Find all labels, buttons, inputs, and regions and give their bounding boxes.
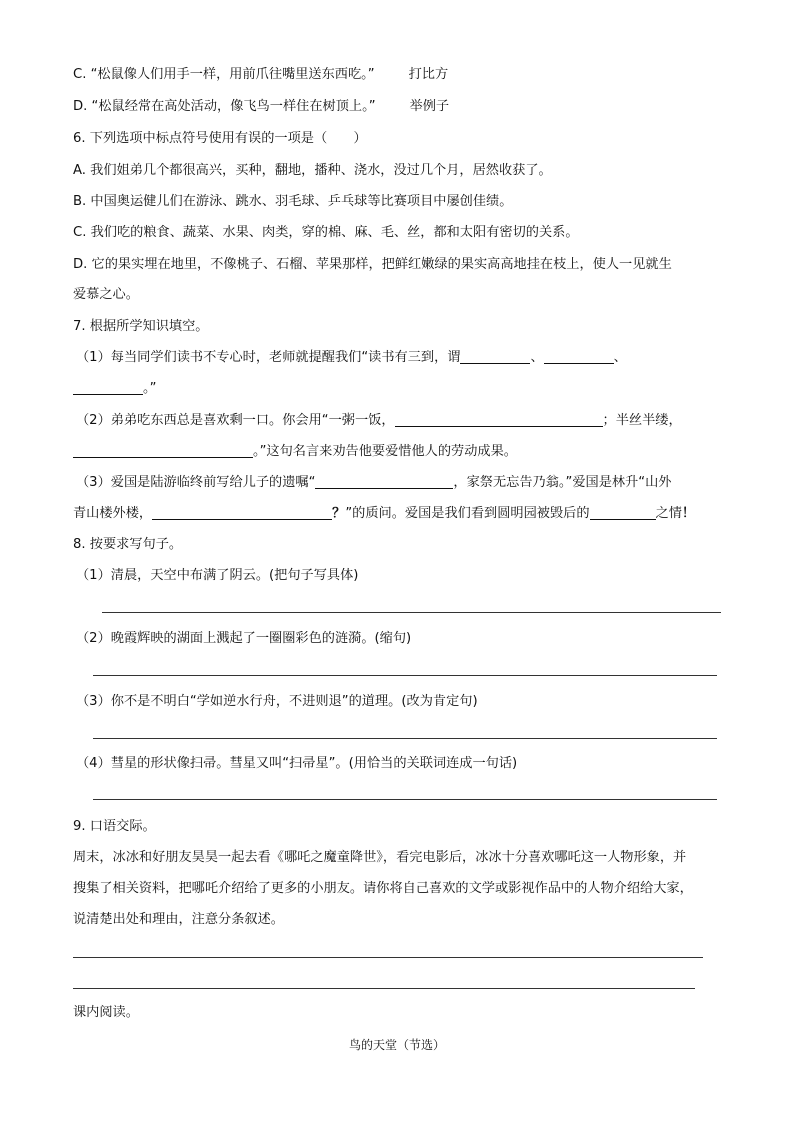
reading-label: 课内阅读。 <box>73 1005 139 1020</box>
q9-para-line1: 周末，冰冰和好朋友昊昊一起去看《哪吒之魔童降世》，看完电影后，冰冰十分喜欢哪吒这一人物形象，并 <box>73 850 687 865</box>
answer-blank[interactable] <box>460 349 530 364</box>
q7-sub2-line2: 。”这句名言来劝告他要爱惜他人的劳动成果。 <box>73 443 517 461</box>
q7-sub1-line2: 。” <box>73 380 156 398</box>
q8-sub2: （2）晚霞辉映的湖面上溅起了一圈圈彩色的涟漪。(缩句) <box>76 631 412 646</box>
q9-para-line2: 搜集了相关资料，把哪吒介绍给了更多的小朋友。请你将自己喜欢的文学或影视作品中的人物介绍给大家， <box>73 881 693 896</box>
answer-blank[interactable] <box>395 412 603 427</box>
answer-blank[interactable] <box>152 505 332 520</box>
answer-line[interactable] <box>73 957 703 958</box>
q7-sub3-line2: 青山楼外楼， ？”的质问。爱国是我们看到圆明园被毁后的 之情！ <box>73 506 696 521</box>
answer-line[interactable] <box>102 612 721 613</box>
answer-line[interactable] <box>93 799 717 800</box>
q7-stem: 7. 根据所学知识填空。 <box>73 319 209 334</box>
q8-stem: 8. 按要求写句子。 <box>73 537 183 552</box>
q6-stem: 6. 下列选项中标点符号使用有误的一项是（ ） <box>73 131 367 146</box>
q7-sub3-line1: （3）爱国是陆游临终前写给儿子的遗嘱“ ，家祭无忘告乃翁。”爱国是林升“山外 <box>76 475 672 490</box>
q5-option-d: D. “松鼠经常在高处活动，像飞鸟一样住在树顶上。” 举例子 <box>73 99 450 114</box>
q8-sub4: （4）彗星的形状像扫帚。彗星又叫“扫帚星”。(用恰当的关联词连成一句话) <box>76 756 518 771</box>
q7-sub1-line1: （1）每当同学们读书不专心时，老师就提醒我们“读书有三到，谓 、 、 <box>76 350 627 365</box>
answer-blank[interactable] <box>315 474 453 489</box>
q6-option-b: B. 中国奥运健儿们在游泳、跳水、羽毛球、乒乓球等比赛项目中屡创佳绩。 <box>73 194 513 209</box>
answer-line[interactable] <box>93 738 717 739</box>
q5-option-c: C. “松鼠像人们用手一样，用前爪往嘴里送东西吃。” 打比方 <box>73 67 449 82</box>
answer-blank[interactable] <box>590 505 656 520</box>
q7-sub2-line1: （2）弟弟吃东西总是喜欢剩一口。你会用“一粥一饭， ；半丝半缕， <box>76 413 682 428</box>
q6-option-c: C. 我们吃的粮食、蔬菜、水果、肉类，穿的棉、麻、毛、丝，都和太阳有密切的关系。 <box>73 225 579 240</box>
q8-sub1: （1）清晨，天空中布满了阴云。(把句子写具体) <box>76 568 359 583</box>
q6-option-d-line1: D. 它的果实埋在地里，不像桃子、石榴、苹果那样，把鲜红嫩绿的果实高高地挂在枝上，使人一见就生 <box>73 257 672 272</box>
q6-option-d-line2: 爱慕之心。 <box>73 287 139 302</box>
q9-stem: 9. 口语交际。 <box>73 819 156 834</box>
q8-sub3: （3）你不是不明白“学如逆水行舟，不进则退”的道理。(改为肯定句) <box>76 694 478 709</box>
q9-para-line3: 说清楚出处和理由，注意分条叙述。 <box>73 912 284 927</box>
answer-line[interactable] <box>73 988 695 989</box>
answer-blank[interactable] <box>73 380 143 395</box>
answer-blank[interactable] <box>73 443 253 458</box>
q6-option-a: A. 我们姐弟几个都很高兴，买种，翻地，播种、浇水，没过几个月，居然收获了。 <box>73 163 552 178</box>
answer-line[interactable] <box>93 675 717 676</box>
answer-blank[interactable] <box>544 349 614 364</box>
reading-title: 鸟的天堂（节选） <box>348 1038 445 1052</box>
